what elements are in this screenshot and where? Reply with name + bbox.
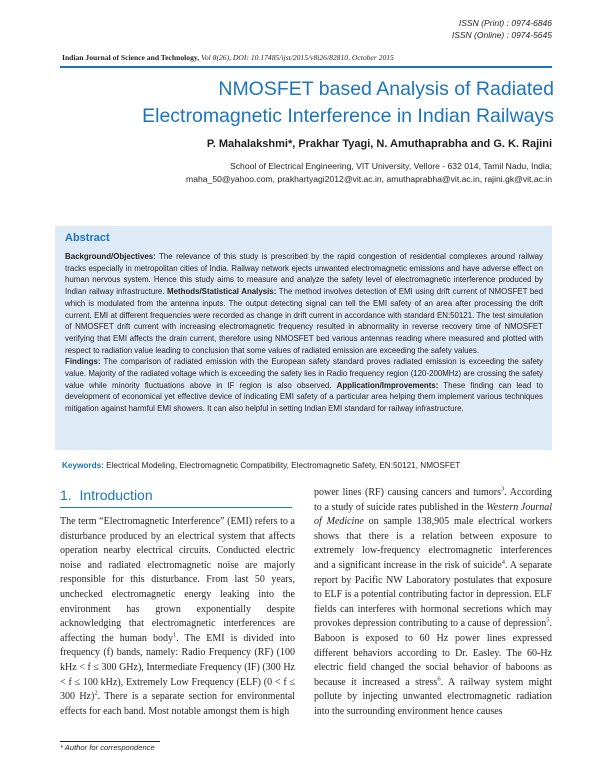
keywords-text: Electrical Modeling, Electromagnetic Compatibility, Electromagnetic Safety, EN:50121, NMOSFET bbox=[103, 461, 461, 470]
abstract-background-text: The relevance of this study is prescribed by the rapid congestion of residential complexes around railway tracks especially in metropolitan cities of India. Railway network ejects unwanted electromagnetic emissions and have adverse effect on human nervous system. Hence this study aims to measure and analyze the safety level of electromagnetic interference produced by Indian railway infrastructure. bbox=[65, 252, 543, 297]
journal-name: Indian Journal of Science and Technology, bbox=[62, 53, 200, 62]
header-divider bbox=[60, 66, 552, 68]
section-heading bbox=[60, 487, 153, 503]
issn-online: ISSN (Online) : 0974-5645 bbox=[451, 30, 552, 40]
keywords-label: Keywords: bbox=[62, 461, 104, 470]
title-line-2: Electromagnetic Interference in Indian Railways bbox=[142, 105, 554, 127]
section-divider bbox=[60, 507, 292, 508]
keywords-line bbox=[62, 461, 460, 470]
author-list: P. Mahalakshmi*, Prakhar Tyagi, N. Amuthaprabha and G. K. Rajini bbox=[206, 138, 552, 150]
affiliation-block bbox=[72, 160, 552, 186]
section-number: 1. bbox=[60, 487, 72, 503]
intro-text-4: power lines (RF) causing cancers and tumors bbox=[314, 487, 502, 498]
footnote: * Author for correspondence bbox=[60, 743, 155, 752]
issn-print: ISSN (Print) : 0974-6846 bbox=[458, 18, 552, 28]
abstract-findings-label: Findings: bbox=[65, 357, 101, 367]
citation-ref: 1 bbox=[172, 631, 177, 639]
abstract-text bbox=[65, 251, 543, 415]
paper-title bbox=[60, 76, 554, 130]
title-line-1: NMOSFET based Analysis of Radiated bbox=[218, 78, 554, 100]
abstract-heading: Abstract bbox=[65, 232, 110, 244]
intro-text-6: on sample 138,905 male electrical workers shows that there is a relation between exposure to extremely low-frequency electromagnetic interferences and a significant increase in the risk of suicide bbox=[314, 516, 552, 571]
intro-text-3: . There is a separate section for environmental effects for each band. Most notable amongst them is high bbox=[60, 691, 295, 717]
abstract-box bbox=[55, 226, 552, 450]
citation-ref: 5 bbox=[546, 617, 550, 625]
abstract-methods-text: The method involves detection of EMI using drift current of NMOSFET bed which is modulated from the antenna inputs. The output detecting signal can tell the EMI safety of an area after processing the drift current. EMI at different frequencies were recorded as change in drift current in accordance with standard EN:50121. The test simulation of NMOSFET drift current with increasing electromagnetic frequency resulted in abnormality in reverse recovery time of NMOSFET verifying that EMI affects the drain current, therefore using NMOSFET bed various antennas reading where measured and plotted with respect to radiation value leading to conclusion that some values of radiated emission are exceeding the safety values. bbox=[65, 287, 543, 355]
citation-ref: 4 bbox=[501, 558, 506, 566]
intro-text-8: . Baboon is exposed to 60 Hz power lines expressed different behaviors according to Dr. Easley. The 60-Hz electric field changed the social behavior of baboons as because it increased a stress bbox=[314, 618, 552, 688]
abstract-methods-label: Methods/Statistical Analysis: bbox=[167, 287, 277, 297]
intro-text-2: . The EMI is divided into frequency (f) bands, namely: Radio Frequency (RF) (100 kHz < f ≤ 300 GHz), Intermediate Frequency (IF) (300 Hz < f ≤ 100 kHz), Extremely Low Frequency (ELF) (0 < f ≤ 300 Hz) bbox=[60, 632, 295, 703]
abstract-application-label: Application/Improvements: bbox=[336, 380, 439, 390]
cited-journal: Western Journal of Medicine bbox=[314, 501, 552, 528]
footnote-divider bbox=[60, 741, 160, 742]
journal-citation bbox=[62, 53, 394, 62]
journal-meta: Vol 8(26), DOI: 10.17485/ijst/2015/v8i26/82810, October 2015 bbox=[201, 53, 394, 62]
body-column-left bbox=[60, 515, 295, 719]
section-title: Introduction bbox=[79, 487, 153, 503]
intro-text-5: . According to a study of suicide rates published in the bbox=[314, 487, 553, 513]
abstract-application-text: These finding can lead to development of economical yet effective device of indicating EMI safety of a particular area helping them implement various techniques mitigation against harmful EMI showers. It can also helpful in setting Indian EMI standard for railway infrastructure. bbox=[65, 380, 543, 414]
affiliation: School of Electrical Engineering, VIT University, Vellore - 632 014, Tamil Nadu, India; bbox=[230, 161, 552, 171]
abstract-findings-text: The comparison of radiated emission with the European safety standard proves radiated emission is exceeding the safety value. Majority of the radiated voltage which is exceeding the safety lies in Radio frequency region (120-200MHz) are crossing the safety value while minority fluctuations above in IF region is also observed. bbox=[65, 357, 543, 390]
citation-ref: 2 bbox=[94, 689, 98, 697]
issn-block bbox=[452, 17, 552, 41]
intro-text-9: . A railway system might pollute by injecting unwanted electromagnetic radiation into the surrounding environment hence causes bbox=[314, 676, 552, 717]
citation-ref: 6 bbox=[437, 675, 441, 683]
intro-text-7: . A separate report by Pacific NW Laboratory postulates that exposure to ELF is a potential contributing factor in depression. ELF fields can interferes with hormonal secretions which may provokes depression contributing to a cause of depression bbox=[314, 559, 552, 630]
author-emails: maha_50@yahoo.com, prakhartyagi2012@vit.ac.in, amuthaprabha@vit.ac.in, rajini.gk@vit.ac.in bbox=[186, 174, 552, 184]
abstract-background-label: Background/Objectives: bbox=[65, 252, 156, 261]
intro-text-1: The term “Electromagnetic Interference” (EMI) refers to a disturbance produced by an electrical system that affects operation nearby electrical circuits. Conducted electric noise and radiated electromagnetic noise are majorly responsible for this disturbance. From last 50 years, unchecked electromagnetic energy leaking into the environment has grown exponentially despite acknowledging that electromagnetic interferences are affecting the human body bbox=[60, 516, 295, 644]
citation-ref: 3 bbox=[501, 485, 505, 493]
body-column-right bbox=[314, 486, 552, 720]
